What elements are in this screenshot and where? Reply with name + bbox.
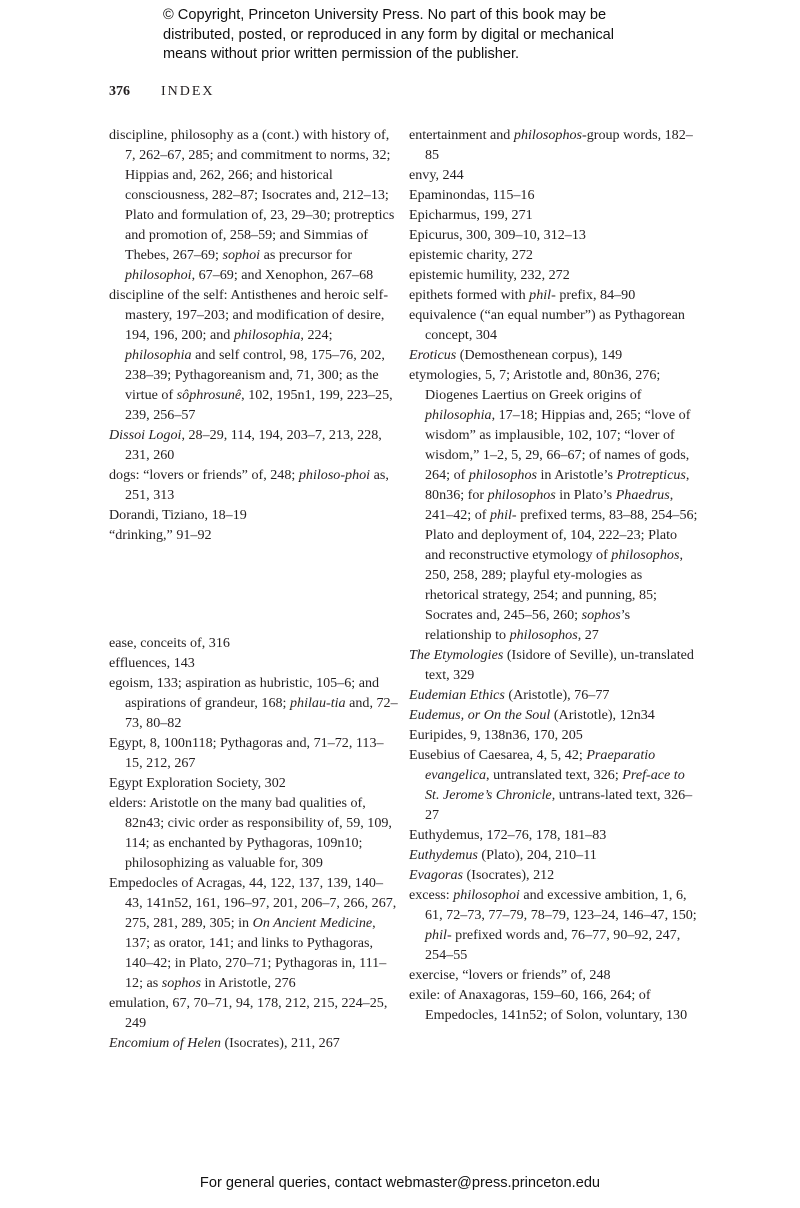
index-entry: Epaminondas, 115–16 <box>409 187 535 203</box>
index-entry: dogs: “lovers or friends” of, 248; philoso-phoi as, 251, 313 <box>109 467 389 503</box>
index-entry: The Etymologies (Isidore of Seville), un-translated text, 329 <box>409 647 694 683</box>
index-entry: excess: philosophoi and excessive ambition, 1, 6, 61, 72–73, 77–79, 78–79, 123–24, 146–47, 150; phil- prefixed words and, 76–77, 90–92, 247, 254–55 <box>409 887 697 963</box>
index-entry: epistemic humility, 232, 272 <box>409 267 570 283</box>
index-entry: Eudemian Ethics (Aristotle), 76–77 <box>409 687 610 703</box>
index-entry: Epicurus, 300, 309–10, 312–13 <box>409 227 586 243</box>
index-entry: Eusebius of Caesarea, 4, 5, 42; Praeparatio evangelica, untranslated text, 326; Pref-ace to St. Jerome’s Chronicle, untrans-lated text, 326–27 <box>409 747 693 823</box>
index-entry: discipline of the self: Antisthenes and heroic self-mastery, 197–203; and modification of desire, 194, 196, 200; and philosophia, 224; philosophia and self control, 98, 175–76, 202, 238–39; Pythagoreanism and, 71, 300; as the virtue of sôphrosunê, 102, 195n1, 199, 223–25, 239, 256–57 <box>109 287 393 423</box>
letter-group-gap <box>109 559 399 619</box>
index-entry: envy, 244 <box>409 167 464 183</box>
running-head <box>109 84 215 100</box>
index-entry: etymologies, 5, 7; Aristotle and, 80n36, 276; Diogenes Laertius on Greek origins of philosophia, 17–18; Hippias and, 265; “love of wisdom” as implausible, 102, 107; “lover of wisdom,” 1–2, 5, 29, 66–67; of names of gods, 264; of philosophos in Aristotle’s Protrepticus, 80n36; for philosophos in Plato’s Phaedrus, 241–42; of phil- prefixed terms, 83–88, 254–56; Plato and deployment of, 104, 222–23; Plato and reconstructive etymology of philosophos, 250, 258, 289; playful ety-mologies as rhetorical strategy, 254; and punning, 85; Socrates and, 245–56, 260; sophos’s relationship to philosophos, 27 <box>409 367 698 643</box>
index-entry: Eudemus, or On the Soul (Aristotle), 12n34 <box>409 707 655 723</box>
index-entry: “drinking,” 91–92 <box>109 527 212 543</box>
index-entry: epithets formed with phil- prefix, 84–90 <box>409 287 636 303</box>
index-entry: Empedocles of Acragas, 44, 122, 137, 139, 140–43, 141n52, 161, 196–97, 201, 206–7, 266, 267, 275, 281, 289, 305; in On Ancient Medicine, 137; as orator, 141; and links to Pythagoras, 140–42; in Plato, 270–71; Pythagoras in, 111–12; as sophos in Aristotle, 276 <box>109 875 397 992</box>
index-entry: Euthydemus (Plato), 204, 210–11 <box>409 847 597 863</box>
index-entry: exile: of Anaxagoras, 159–60, 166, 264; of Empedocles, 141n52; of Solon, voluntary, 130 <box>409 987 688 1023</box>
index-entry: egoism, 133; aspiration as hubristic, 105–6; and aspirations of grandeur, 168; philau-tia and, 72–73, 80–82 <box>109 675 398 732</box>
index-entry: effluences, 143 <box>109 655 195 672</box>
index-entry: exercise, “lovers or friends” of, 248 <box>409 967 611 983</box>
index-entry: entertainment and philosophos-group words, 182–85 <box>409 127 693 163</box>
index-entry: Eroticus (Demosthenean corpus), 149 <box>409 347 623 363</box>
index-entry: equivalence (“an equal number”) as Pythagorean concept, 304 <box>409 307 685 343</box>
index-entry: ease, conceits of, 316 <box>109 635 230 652</box>
index-entry: Evagoras (Isocrates), 212 <box>409 867 555 883</box>
page-number: 376 <box>109 84 130 99</box>
index-column-right <box>409 125 699 1025</box>
index-entry: discipline, philosophy as a (cont.) with history of, 7, 262–67, 285; and commitment to norms, 32; Hippias and, 262, 266; and historical consciousness, 282–87; Isocrates and, 212–13; Plato and formulation of, 23, 29–30; protreptics and promotion of, 258–59; and Simmias of Thebes, 267–69; sophoi as precursor for philosophoi, 67–69; and Xenophon, 267–68 <box>109 127 395 283</box>
index-entry: Euripides, 9, 138n36, 170, 205 <box>409 727 583 743</box>
copyright-notice: © Copyright, Princeton University Press. No part of this book may be distributed, posted, or reproduced in any form by digital or mechanical means without prior written permission of the publisher. <box>163 7 615 62</box>
index-entry: Euthydemus, 172–76, 178, 181–83 <box>409 827 607 843</box>
footer-contact: For general queries, contact webmaster@press.princeton.edu <box>199 1175 601 1191</box>
running-title: INDEX <box>161 84 215 99</box>
index-entry: emulation, 67, 70–71, 94, 178, 212, 215, 224–25, 249 <box>109 995 388 1032</box>
index-column-left <box>109 125 399 1053</box>
index-entry: epistemic charity, 272 <box>409 247 533 263</box>
index-entry: Egypt, 8, 100n118; Pythagoras and, 71–72, 113–15, 212, 267 <box>109 735 384 772</box>
index-entry: Dorandi, Tiziano, 18–19 <box>109 507 247 523</box>
index-entry: Encomium of Helen (Isocrates), 211, 267 <box>109 1035 340 1052</box>
index-entry: Egypt Exploration Society, 302 <box>109 775 286 792</box>
index-entry: elders: Aristotle on the many bad qualities of, 82n43; civic order as responsibility of, 59, 109, 114; as enchanted by Pythagoras, 109n10; philosophizing as valuable for, 309 <box>109 795 392 872</box>
index-entry: Dissoi Logoi, 28–29, 114, 194, 203–7, 213, 228, 231, 260 <box>109 427 382 463</box>
index-entry: Epicharmus, 199, 271 <box>409 207 533 223</box>
